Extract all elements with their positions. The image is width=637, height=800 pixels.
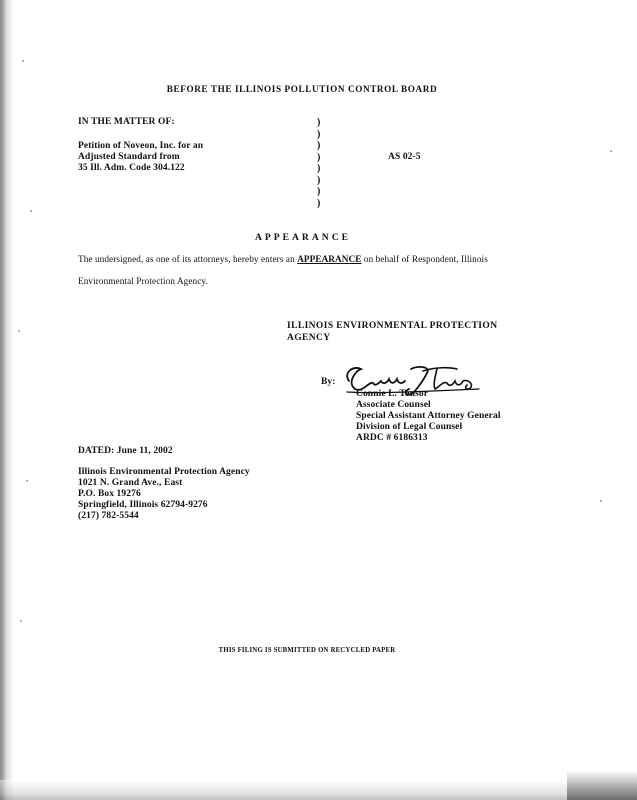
paren-mark: ) xyxy=(317,117,321,128)
by-label: By: xyxy=(321,377,336,387)
address-line: P.O. Box 19276 xyxy=(78,489,141,499)
paren-mark: ) xyxy=(317,163,321,174)
appearance-heading: APPEARANCE xyxy=(254,232,352,243)
scan-speck xyxy=(18,330,20,332)
scan-speck xyxy=(20,620,22,622)
petition-line: Petition of Noveon, Inc. for an xyxy=(78,141,204,151)
dated-line: DATED: June 11, 2002 xyxy=(78,446,173,456)
agency-name: ILLINOIS ENVIRONMENTAL PROTECTION xyxy=(287,321,498,331)
scan-shadow-bottom xyxy=(0,780,637,800)
signer-name: Connie L. Tonsor xyxy=(356,389,429,399)
paren-mark: ) xyxy=(317,140,321,151)
scan-speck xyxy=(30,210,32,212)
scan-speck xyxy=(26,480,28,482)
signer-ardc: ARDC # 6186313 xyxy=(356,433,428,443)
paren-mark: ) xyxy=(317,186,321,197)
recycled-paper-note: THIS FILING IS SUBMITTED ON RECYCLED PAPER xyxy=(218,647,396,654)
board-caption-title: BEFORE THE ILLINOIS POLLUTION CONTROL BOARD xyxy=(166,84,438,94)
paren-mark: ) xyxy=(317,174,321,186)
statement-text: on behalf of Respondent, Illinois xyxy=(361,254,488,264)
scan-speck xyxy=(600,500,602,502)
petition-line: 35 Ill. Adm. Code 304.122 xyxy=(78,163,185,173)
address-line: Springfield, Illinois 62794-9276 xyxy=(78,500,208,510)
signer-title: Associate Counsel xyxy=(356,400,431,410)
matter-label: IN THE MATTER OF: xyxy=(78,117,175,127)
statement-text: The undersigned, as one of its attorneys, hereby enters an xyxy=(78,254,298,264)
caption-parentheses xyxy=(317,117,320,209)
address-line: (217) 782-5544 xyxy=(78,511,139,521)
agency-name: AGENCY xyxy=(287,333,331,343)
appearance-statement xyxy=(78,254,488,265)
signer-division: Division of Legal Counsel xyxy=(356,422,463,432)
paren-mark: ) xyxy=(317,197,321,209)
petition-line: Adjusted Standard from xyxy=(78,152,180,162)
scan-shadow-left xyxy=(0,0,14,800)
signer-title: Special Assistant Attorney General xyxy=(356,411,501,421)
paren-mark: ) xyxy=(317,151,321,163)
scan-shadow-corner xyxy=(567,770,637,800)
scan-speck xyxy=(22,60,24,62)
address-line: 1021 N. Grand Ave., East xyxy=(78,478,183,488)
statement-emphasis: APPEARANCE xyxy=(297,254,362,264)
case-number: AS 02-5 xyxy=(388,152,421,162)
paren-mark: ) xyxy=(317,128,321,140)
address-line: Illinois Environmental Protection Agency xyxy=(78,467,250,477)
scan-speck xyxy=(610,150,612,152)
appearance-statement-cont: Environmental Protection Agency. xyxy=(78,276,208,286)
